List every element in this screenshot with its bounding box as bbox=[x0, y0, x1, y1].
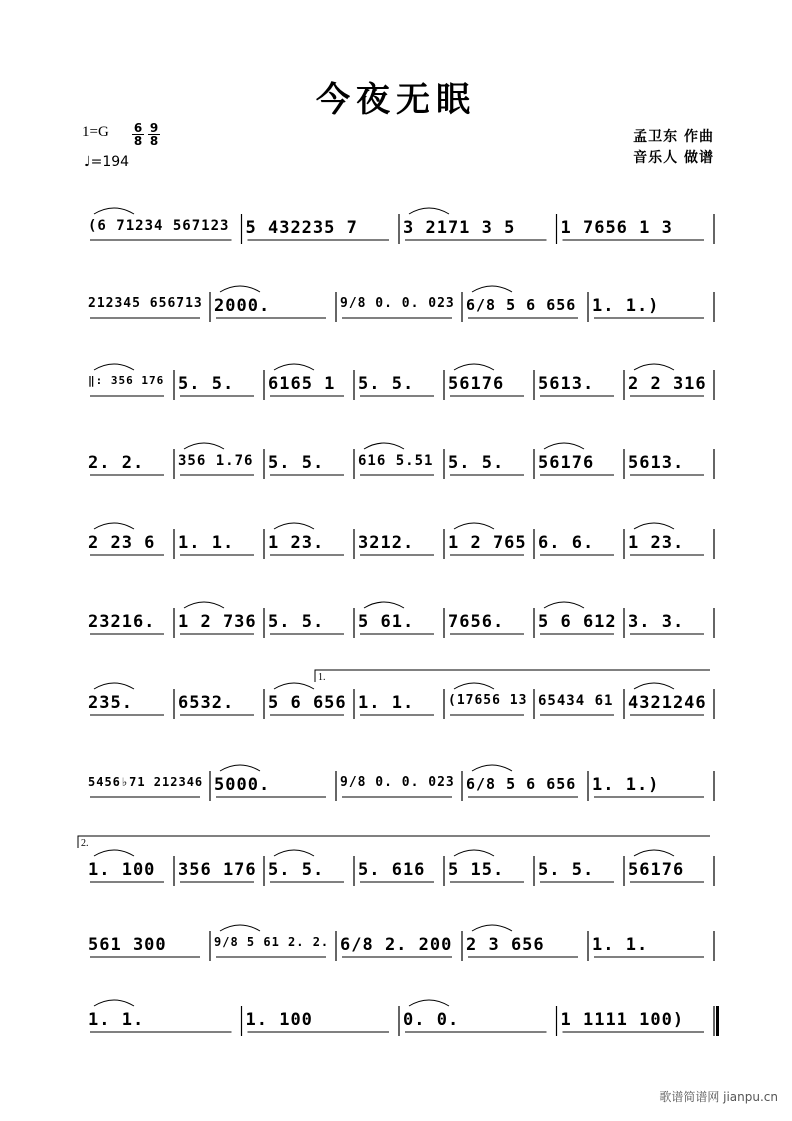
measure: 5613. bbox=[538, 374, 595, 394]
tempo-marking: ♩=194 bbox=[84, 154, 130, 170]
slur-arc bbox=[94, 364, 134, 370]
volta-bracket bbox=[315, 670, 710, 682]
measure: 4321246 bbox=[628, 693, 707, 713]
measure: 3. 3. bbox=[628, 612, 685, 632]
slur-arc bbox=[94, 1000, 134, 1006]
measure: 616 5.51 bbox=[358, 453, 434, 469]
meter-bottom-2: 8 bbox=[149, 134, 159, 148]
measure: 5. 5. bbox=[358, 374, 415, 394]
measure: 2. 2. bbox=[88, 453, 145, 473]
meter-bottom-1: 8 bbox=[133, 134, 143, 148]
measure: 5. 5. bbox=[268, 860, 325, 880]
measure: 1 23. bbox=[628, 533, 685, 553]
slur-arc bbox=[634, 683, 674, 689]
measure: 1 23. bbox=[268, 533, 325, 553]
measure: 1 1111 100) bbox=[560, 1010, 685, 1030]
measure: 1. 1.) bbox=[592, 296, 660, 316]
slur-arc bbox=[220, 765, 260, 771]
measure: 235. bbox=[88, 693, 133, 713]
slur-arc bbox=[184, 443, 224, 449]
key-signature: 1=G bbox=[82, 124, 109, 140]
measure: 6. 6. bbox=[538, 533, 595, 553]
measure: 356 1.76 bbox=[178, 453, 254, 469]
measure: 5. 5. bbox=[448, 453, 505, 473]
measure: 1. 100 bbox=[88, 860, 156, 880]
measure: 5 61. bbox=[358, 612, 415, 632]
slur-arc bbox=[634, 364, 674, 370]
measure: 3 2171 3 5 bbox=[403, 218, 516, 238]
slur-arc bbox=[364, 602, 404, 608]
measure: 5 6 656 bbox=[268, 693, 347, 713]
measure: 1. 1. bbox=[592, 935, 649, 955]
measure: 6/8 5 6 656 bbox=[466, 775, 577, 793]
volta-label: 2. bbox=[81, 838, 89, 849]
slur-arc bbox=[454, 683, 494, 689]
measure: 5. 5. bbox=[268, 453, 325, 473]
measure: (6 71234 567123 bbox=[88, 218, 230, 234]
measure: 5 6 612 bbox=[538, 612, 617, 632]
slur-arc bbox=[94, 850, 134, 856]
slur-arc bbox=[634, 850, 674, 856]
final-barline bbox=[716, 1006, 719, 1036]
arranger-credit: 音乐人 做谱 bbox=[633, 150, 714, 166]
measure: 56176 bbox=[628, 860, 685, 880]
measure: 5456♭71 212346 bbox=[88, 775, 204, 789]
slur-arc bbox=[634, 523, 674, 529]
slur-arc bbox=[454, 850, 494, 856]
measure: 5000. bbox=[214, 775, 271, 795]
slur-arc bbox=[472, 925, 512, 931]
measure: 6/8 5 6 656 bbox=[466, 296, 577, 314]
measure: 6/8 2. 200 bbox=[340, 935, 453, 955]
slur-arc bbox=[220, 925, 260, 931]
slur-arc bbox=[94, 523, 134, 529]
measure: 5. 616 bbox=[358, 860, 426, 880]
measure: 212345 656713 bbox=[88, 296, 203, 311]
measure: 5 432235 7 bbox=[245, 218, 358, 238]
measure: 2 2 316 bbox=[628, 374, 707, 394]
measure: 2 23 6 bbox=[88, 533, 156, 553]
slur-arc bbox=[274, 364, 314, 370]
measure: 1. 100 bbox=[245, 1010, 313, 1030]
measure: 2 3 656 bbox=[466, 935, 545, 955]
slur-arc bbox=[274, 523, 314, 529]
measure: 56176 bbox=[448, 374, 505, 394]
slur-arc bbox=[454, 523, 494, 529]
measure: 1 2 736 bbox=[178, 612, 257, 632]
slur-arc bbox=[409, 1000, 449, 1006]
slur-arc bbox=[364, 443, 404, 449]
measure: 5613. bbox=[628, 453, 685, 473]
slur-arc bbox=[274, 850, 314, 856]
measure: 6165 1 bbox=[268, 374, 336, 394]
measure: 1. 1. bbox=[358, 693, 415, 713]
measure: 65434 61 bbox=[538, 693, 614, 709]
slur-arc bbox=[274, 683, 314, 689]
measure: 1. 1. bbox=[178, 533, 235, 553]
measure: 1. 1. bbox=[88, 1010, 145, 1030]
slur-arc bbox=[184, 602, 224, 608]
slur-arc bbox=[544, 602, 584, 608]
measure: 9/8 0. 0. 023 bbox=[340, 775, 455, 790]
slur-arc bbox=[409, 208, 449, 214]
measure: 561 300 bbox=[88, 935, 167, 955]
measure: 1 2 765 bbox=[448, 533, 527, 553]
composer-credit: 孟卫东 作曲 bbox=[633, 129, 714, 145]
measure: 3212. bbox=[358, 533, 415, 553]
meter-top-2: 9 bbox=[149, 121, 159, 135]
measure: ‖: 356 176 bbox=[88, 374, 165, 387]
volta-label: 1. bbox=[318, 672, 326, 683]
measure: 5. 5. bbox=[178, 374, 235, 394]
slur-arc bbox=[220, 286, 260, 292]
slur-arc bbox=[472, 765, 512, 771]
measure: 23216. bbox=[88, 612, 156, 632]
site-watermark: 歌谱简谱网 jianpu.cn bbox=[659, 1090, 778, 1104]
measure: 1 7656 1 3 bbox=[560, 218, 673, 238]
measure: 2000. bbox=[214, 296, 271, 316]
measure: 6532. bbox=[178, 693, 235, 713]
slur-arc bbox=[472, 286, 512, 292]
measure: 5. 5. bbox=[268, 612, 325, 632]
measure: 7656. bbox=[448, 612, 505, 632]
measure: 9/8 5 61 2. 2. bbox=[214, 935, 330, 949]
measure: 56176 bbox=[538, 453, 595, 473]
slur-arc bbox=[94, 683, 134, 689]
measure: 1. 1.) bbox=[592, 775, 660, 795]
measure: 5 15. bbox=[448, 860, 505, 880]
measure: (17656 13 bbox=[448, 693, 528, 708]
meter-top-1: 6 bbox=[133, 121, 143, 135]
song-title: 今夜无眠 bbox=[316, 80, 476, 120]
volta-bracket bbox=[78, 836, 710, 848]
slur-arc bbox=[544, 443, 584, 449]
measure: 5. 5. bbox=[538, 860, 595, 880]
measure: 356 176 bbox=[178, 860, 257, 880]
slur-arc bbox=[454, 364, 494, 370]
measure: 0. 0. bbox=[403, 1010, 460, 1030]
slur-arc bbox=[94, 208, 134, 214]
measure: 9/8 0. 0. 023 bbox=[340, 296, 455, 311]
